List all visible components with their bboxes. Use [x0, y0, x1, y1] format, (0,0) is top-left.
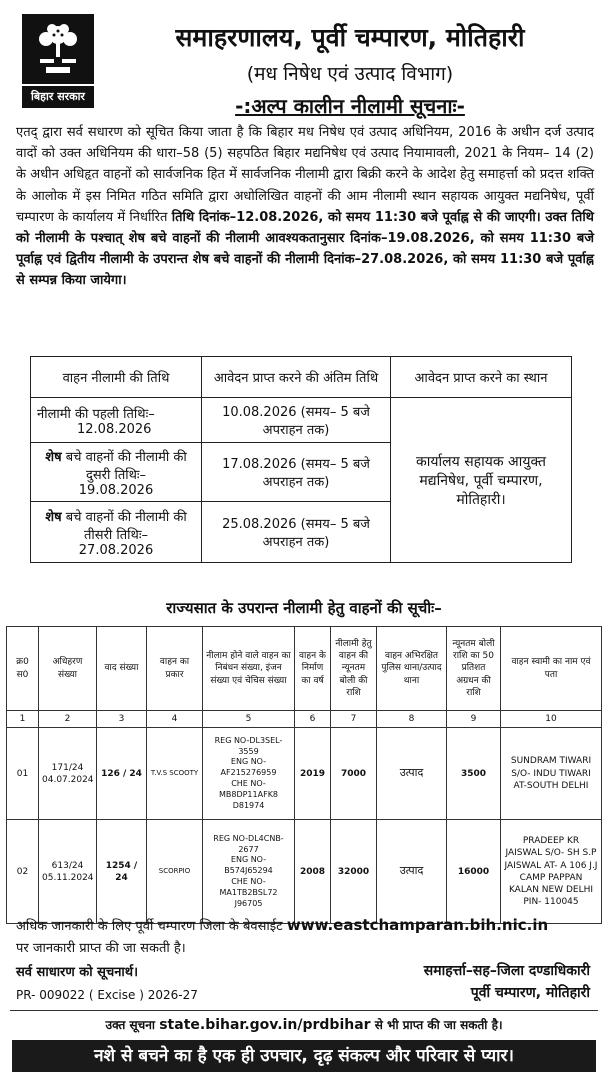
- bihar-government-logo: [22, 14, 94, 106]
- vehicle-number-row: [7, 711, 602, 728]
- column-number: 6: [295, 711, 331, 728]
- for-public-info: सर्व साधारण को सूचनार्थ।: [16, 965, 139, 980]
- vehicle-identifiers: [203, 728, 295, 820]
- schedule-date-cell: [31, 398, 202, 443]
- notice-title-text: -:अल्प कालीन नीलामी सूचनाः-: [235, 94, 465, 118]
- vehicle-header-cell: वाहन के निर्माण का वर्ष: [295, 627, 331, 711]
- notice-para-1: एतद् द्वारा सर्व सधारण को सूचित किया जाता है कि बिहार मध निषेध एवं उत्पाद अधिनियम, 2016 के अधीन दर्ज उत्पाद वादों को उक्त अधिनियम की धारा–58 (5) सहपठित बिहार मद्यनिषेध एवं उत्पाद नियामावली, 2021 के नियम– 14 (2) के अधीन अधिहृत वाहनों को सार्वजनिक हित में सार्वजनिक नीलामी द्वारा बिक्री करने के आदेश हेतु समाहर्त्ता को प्रदत्त शक्ति के आलोक में इस निमित गठित समिति द्वारा अधोलिखित वाहनों की आम नीलामी स्थान सहायक आयुक्त मद्यनिषेध, पूर्वी चम्पारण के कार्यालय में निर्धारित: [16, 125, 594, 225]
- column-number: 7: [331, 711, 377, 728]
- notice-body: [16, 122, 594, 292]
- vehicle-list-table: [6, 626, 602, 924]
- schedule-header-deadline: आवेदन प्राप्त करने की अंतिम तिथि: [202, 357, 391, 398]
- serial-number: 02: [7, 820, 39, 924]
- schedule-row: [31, 398, 572, 443]
- also-available: [0, 1016, 608, 1033]
- page-title: समाहरणालय, पूर्वी चम्पारण, मोतिहारी: [175, 23, 525, 52]
- logo-caption: बिहार सरकार: [22, 86, 94, 108]
- schedule-deadline: 10.08.2026 (समय– 5 बजे अपराहन तक): [202, 398, 391, 443]
- footer-divider: [10, 1010, 598, 1011]
- case-number: 126 / 24: [97, 728, 147, 820]
- vehicle-header-cell: वाहन स्वामी का नाम एवं पता: [501, 627, 602, 711]
- owner-details: SUNDRAM TIWARI S/O- INDU TIWARI AT-SOUTH DELHI: [501, 728, 602, 820]
- police-station: उत्पाद: [377, 728, 447, 820]
- vehicle-header-cell: वाद संख्या: [97, 627, 147, 711]
- seizure-cell: [39, 820, 97, 924]
- column-number: 4: [147, 711, 203, 728]
- schedule-date: 27.08.2026: [78, 542, 154, 558]
- prd-website-link[interactable]: state.bihar.gov.in/prdbihar: [159, 1017, 371, 1033]
- vehicle-header-cell: न्यूनतम बोली राशि का 50 प्रतिशत अग्रधन की राशि: [447, 627, 501, 711]
- signature-block: [340, 960, 590, 1004]
- chassis-number-suffix: D81974: [232, 800, 265, 810]
- vehicle-row: [7, 728, 602, 820]
- schedule-date-label: बचे वाहनों की नीलामी की दुसरी तिथिः–: [65, 449, 187, 483]
- vehicle-type: SCORPIO: [147, 820, 203, 924]
- vehicle-header-cell: वाहन का प्रकार: [147, 627, 203, 711]
- schedule-deadline: 17.08.2026 (समय– 5 बजे अपराहन तक): [202, 443, 391, 502]
- vehicle-identifiers: [203, 820, 295, 924]
- case-number: 1254 / 24: [97, 820, 147, 924]
- police-station: उत्पाद: [377, 820, 447, 924]
- chassis-label: CHE NO-: [231, 877, 266, 887]
- vehicle-list-title: राज्यसात के उपरान्त नीलामी हेतु वाहनों की सूचीः–: [166, 599, 442, 617]
- owner-details: PRADEEP KR JAISWAL S/O- SH S.P JAISWAL AT- A 106 J.J CAMP PAPPAN KALAN NEW DELHI PIN- 110045: [501, 820, 602, 924]
- schedule-header-row: [31, 357, 572, 398]
- vehicle-header-cell: नीलामी हेतु वाहन की न्यूनतम बोली की राशि: [331, 627, 377, 711]
- minimum-bid: 7000: [331, 728, 377, 820]
- slogan-banner: नशे से बचने का है एक ही उपचार, दृढ़ संकल्प और परिवार से प्यार।: [12, 1040, 596, 1072]
- seizure-number: 613/24: [51, 860, 84, 871]
- more-info: [16, 914, 596, 960]
- vehicle-row: [7, 820, 602, 924]
- also-available-text: उक्त सूचना: [105, 1018, 156, 1032]
- seizure-date: 04.07.2024: [42, 774, 94, 785]
- schedule-date-bold: शेष: [45, 449, 62, 465]
- column-number: 2: [39, 711, 97, 728]
- engine-number: ENG NO-AF215276959: [220, 757, 277, 778]
- schedule-deadline: 25.08.2026 (समय– 5 बजे अपराहन तक): [202, 502, 391, 563]
- chassis-number: MA1TB2BSL72: [219, 887, 278, 897]
- more-info-text: अधिक जानकारी के लिए पूर्वी चम्पारण जिला के बेवसाईट: [16, 919, 283, 934]
- manufacture-year: 2019: [295, 728, 331, 820]
- minimum-bid: 32000: [331, 820, 377, 924]
- column-number: 3: [97, 711, 147, 728]
- schedule-date: 12.08.2026: [77, 421, 152, 437]
- notice-para-1-bold: तिथि दिनांक–12.08.2026, को समय 11:30 बजे पूर्वाह्न से की जाएगी। उक्त तिथि को नीलामी के पश्चात् शेष बचे वाहनों की नीलामी आवश्यकतानुसार दिनांक–19.08.2026, को समय 11:30 बजे पूर्वाह्न एवं द्वितीय नीलामी के उपरान्त शेष बचे वाहनों की नीलामी दिनांक–27.08.2026, को समय 11:30 बजे पूर्वाह्न से सम्पन्न किया जायेगा।: [16, 209, 594, 289]
- column-number: 1: [7, 711, 39, 728]
- signatory-office: पूर्वी चम्पारण, मोतिहारी: [470, 985, 590, 1001]
- pr-number: PR- 009022 ( Excise ) 2026-27: [16, 988, 198, 1002]
- seizure-number: 171/24: [51, 762, 84, 773]
- bodhi-tree-emblem-icon: [22, 14, 94, 84]
- vehicle-header-cell: वाहन अभिरक्षित पुलिस थाना/उत्पाद थाना: [377, 627, 447, 711]
- vehicle-header-row: [7, 627, 602, 711]
- notice-title: [100, 92, 600, 119]
- schedule-header-place: आवेदन प्राप्त करने का स्थान: [391, 357, 572, 398]
- column-number: 10: [501, 711, 602, 728]
- seizure-cell: [39, 728, 97, 820]
- vehicle-header-cell: नीलाम होने वाले वाहन का निबंधन संख्या, इंजन संख्या एवं चेचिस संख्या: [203, 627, 295, 711]
- schedule-date: 19.08.2026: [78, 482, 154, 498]
- more-info-text-2: पर जानकारी प्राप्त की जा सकती है।: [16, 941, 186, 956]
- header: [0, 0, 608, 118]
- signatory-title: समाहर्त्ता–सह–जिला दण्डाधिकारी: [423, 963, 590, 979]
- earnest-deposit: 16000: [447, 820, 501, 924]
- schedule-date-bold: शेष: [45, 509, 62, 525]
- chassis-label: CHE NO-: [231, 779, 266, 789]
- page-subtitle: (मध निषेध एवं उत्पाद विभाग): [246, 63, 454, 85]
- chassis-number: MB8DP11AFK8: [218, 789, 279, 799]
- chassis-number-suffix: J96705: [234, 898, 263, 908]
- serial-number: 01: [7, 728, 39, 820]
- schedule-date-cell: [31, 443, 202, 502]
- registration-number: REG NO-DL4CNB- 2677: [213, 833, 284, 854]
- earnest-deposit: 3500: [447, 728, 501, 820]
- schedule-date-cell: [31, 502, 202, 563]
- registration-number: REG NO-DL3SEL- 3559: [214, 735, 283, 756]
- column-number: 5: [203, 711, 295, 728]
- schedule-date-label: बचे वाहनों की नीलामी की तीसरी तिथिः–: [65, 509, 187, 543]
- vehicle-header-cell: क्र0 स0: [7, 627, 39, 711]
- manufacture-year: 2008: [295, 820, 331, 924]
- schedule-date-label: नीलामी की पहली तिथिः–: [37, 406, 155, 422]
- vehicle-type: T.V.S SCOOTY: [147, 728, 203, 820]
- schedule-header-date: वाहन नीलामी की तिथि: [31, 357, 202, 398]
- district-website-link[interactable]: www.eastchamparan.bih.nic.in: [286, 916, 549, 934]
- vehicle-header-cell: अधिहरण संख्या: [39, 627, 97, 711]
- column-number: 8: [377, 711, 447, 728]
- also-available-text-2: से भी प्राप्त की जा सकती है।: [374, 1018, 503, 1032]
- engine-number: ENG NO- B574J65294: [224, 855, 273, 876]
- seizure-date: 05.11.2024: [42, 872, 94, 883]
- auction-schedule-table: [30, 356, 572, 563]
- schedule-place: कार्यालय सहायक आयुक्त मद्यनिषेध, पूर्वी चम्पारण, मोतिहारी।: [391, 398, 572, 563]
- column-number: 9: [447, 711, 501, 728]
